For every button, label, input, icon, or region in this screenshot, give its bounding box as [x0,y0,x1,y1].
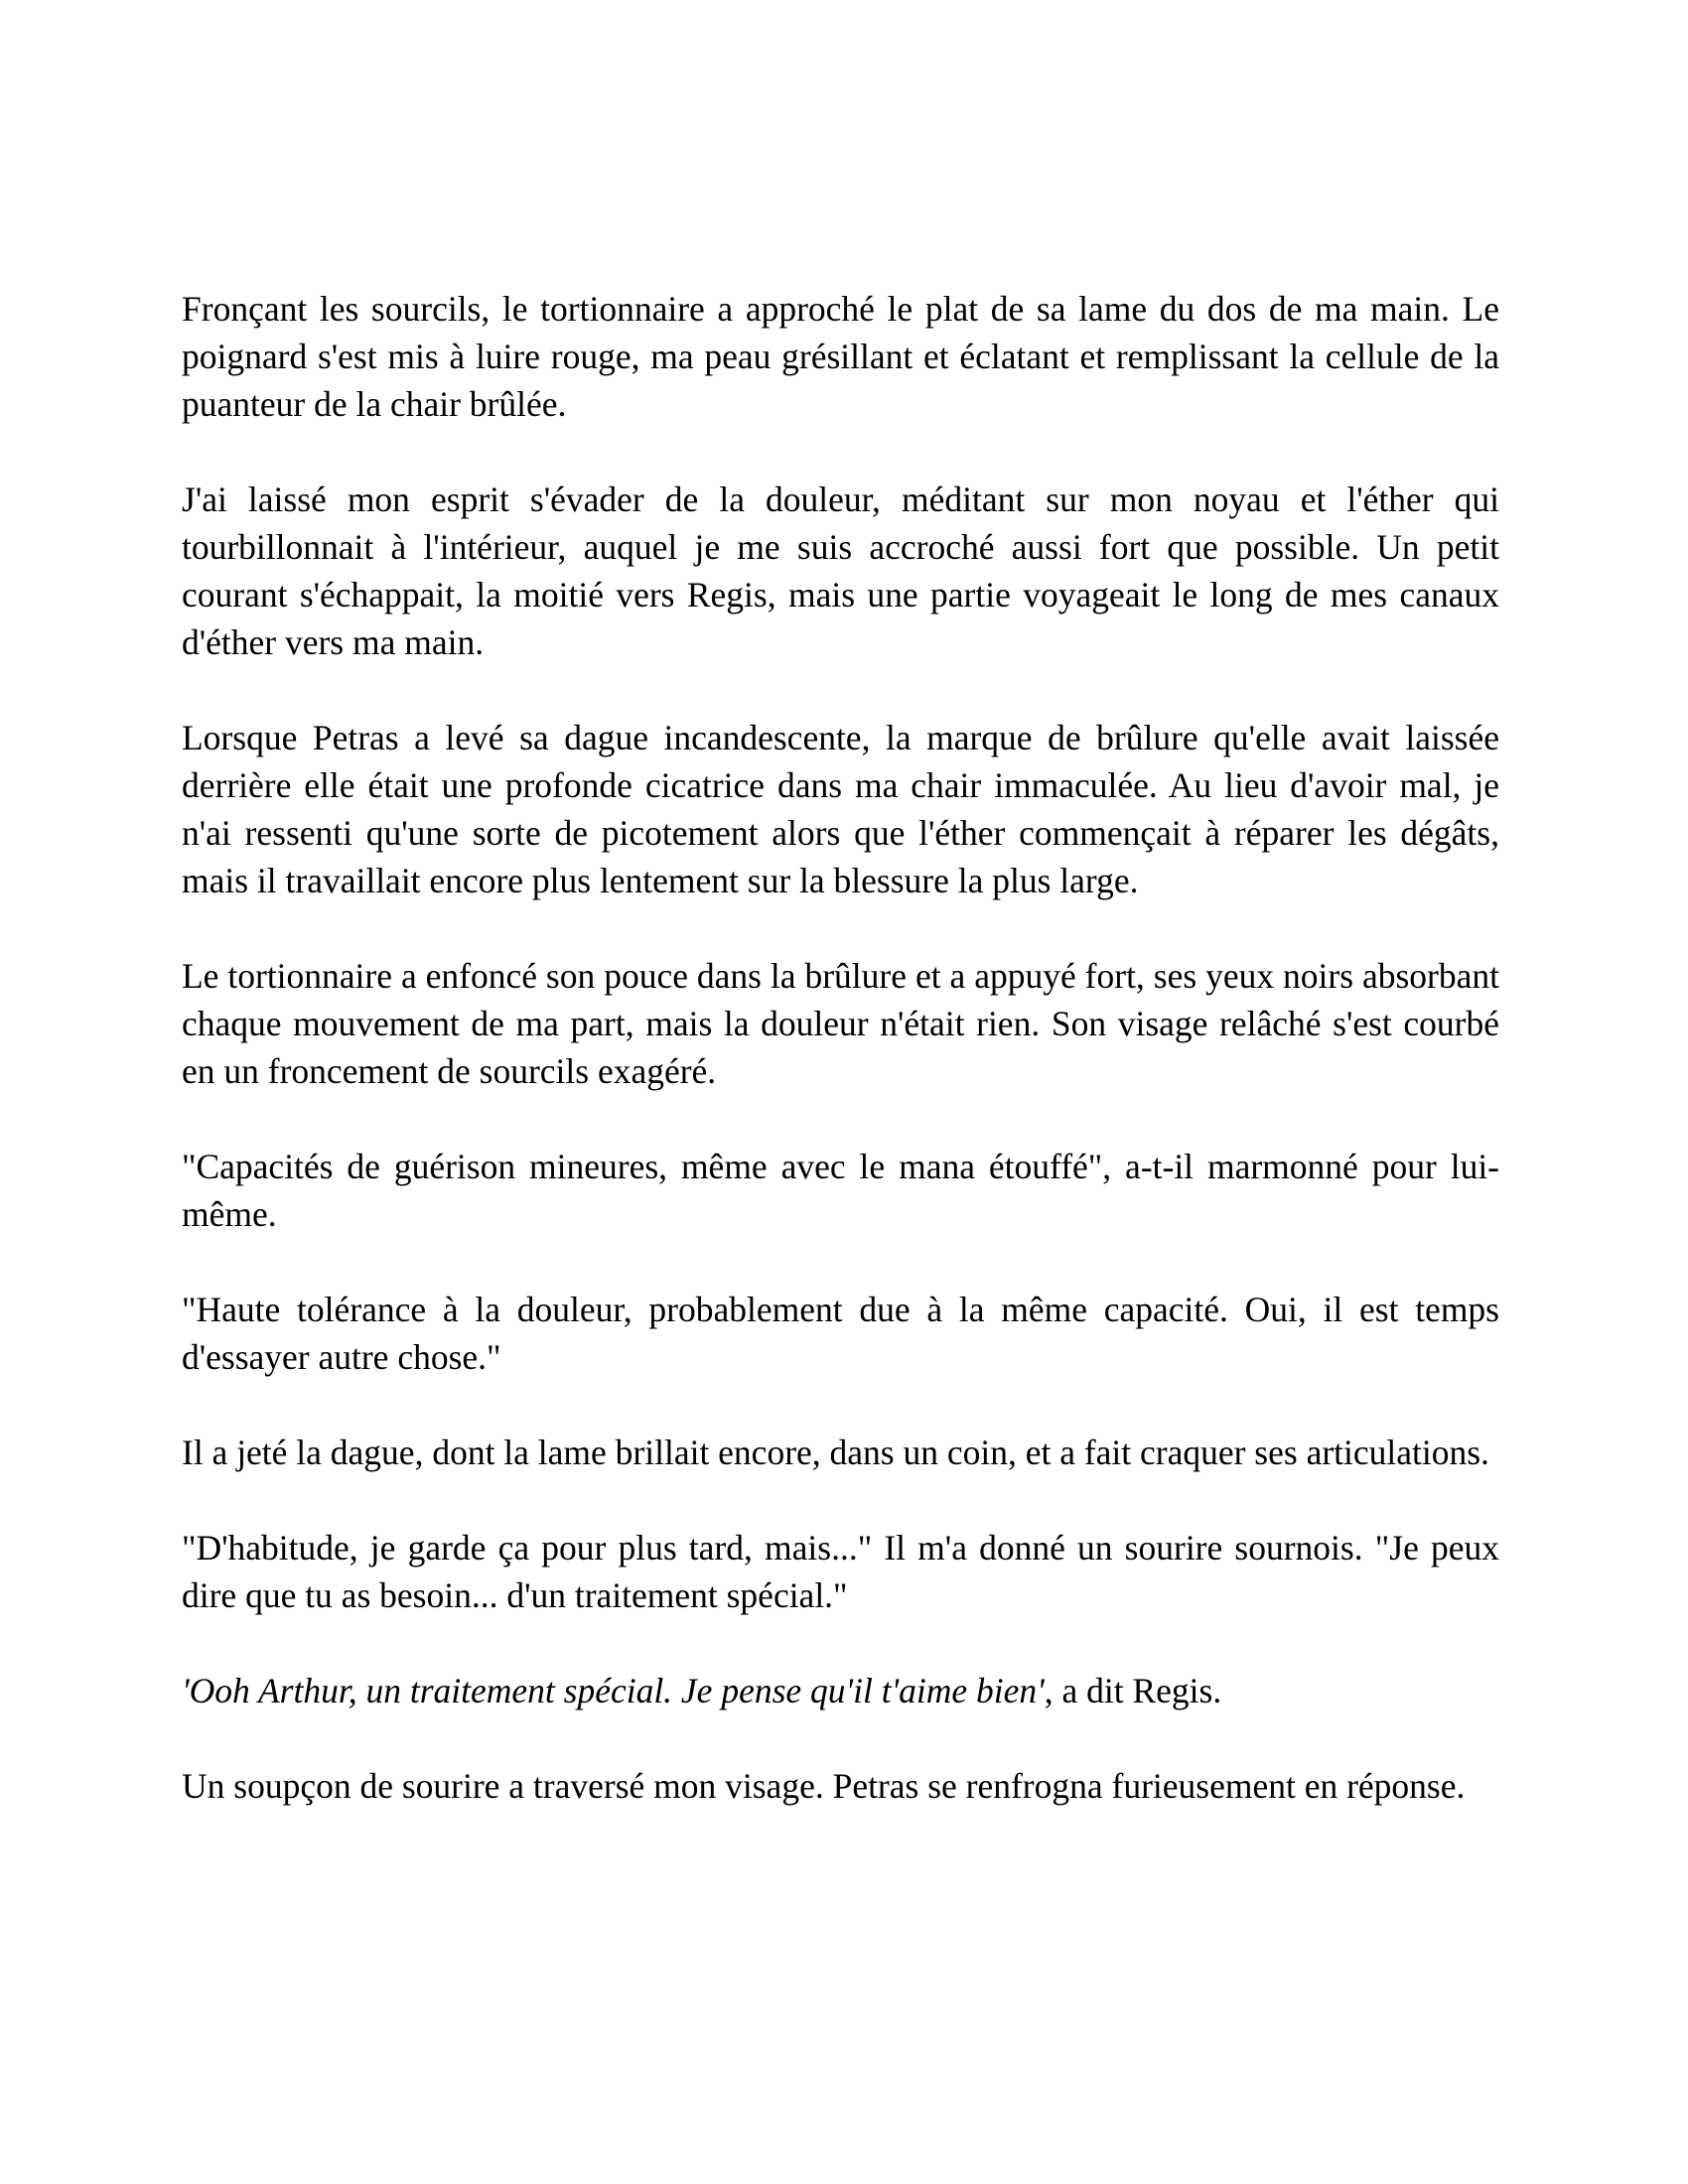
paragraph-7: Il a jeté la dague, dont la lame brillait encore, dans un coin, et a fait craquer ses articulations. [182,1433,1489,1472]
regis-thought: 'Ooh Arthur, un traitement spécial. Je pense qu'il t'aime bien' [182,1671,1045,1710]
paragraph-5: "Capacités de guérison mineures, même avec le mana étouffé", a-t-il marmonné pour lui-même. [182,1147,1499,1234]
paragraph-2: J'ai laissé mon esprit s'évader de la douleur, méditant sur mon noyau et l'éther qui tourbillonnait à l'intérieur, auquel je me suis accroché aussi fort que possible. Un petit courant s'échappait, la moitié vers Regis, mais une partie voyageait le long de mes canaux d'éther vers ma main. [182,479,1499,662]
paragraph-3: Lorsque Petras a levé sa dague incandescente, la marque de brûlure qu'elle avait laissée derrière elle était une profonde cicatrice dans ma chair immaculée. Au lieu d'avoir mal, je n'ai ressenti qu'une sorte de picotement alors que l'éther commençait à réparer les dégâts, mais il travaillait encore plus lentement sur la blessure la plus large. [182,718,1499,900]
paragraph-4: Le tortionnaire a enfoncé son pouce dans la brûlure et a appuyé fort, ses yeux noirs absorbant chaque mouvement de ma part, mais la douleur n'était rien. Son visage relâché s'est courbé en un froncement de sourcils exagéré. [182,956,1499,1091]
paragraph-10: Un soupçon de sourire a traversé mon visage. Petras se renfrogna furieusement en réponse. [182,1766,1466,1806]
paragraph-6: "Haute tolérance à la douleur, probablement due à la même capacité. Oui, il est temps d'essayer autre chose." [182,1290,1499,1377]
paragraph-1: Fronçant les sourcils, le tortionnaire a approché le plat de sa lame du dos de ma main. Le poignard s'est mis à luire rouge, ma peau grésillant et éclatant et remplissant la cellule de la puanteur de la chair brûlée. [182,289,1499,424]
document-page [182,285,1499,1857]
regis-attribution: , a dit Regis. [1044,1671,1222,1710]
paragraph-8: "D'habitude, je garde ça pour plus tard, mais..." Il m'a donné un sourire sournois. "Je peux dire que tu as besoin... d'un traitement spécial." [182,1528,1499,1615]
paragraph-9 [182,1667,1499,1714]
